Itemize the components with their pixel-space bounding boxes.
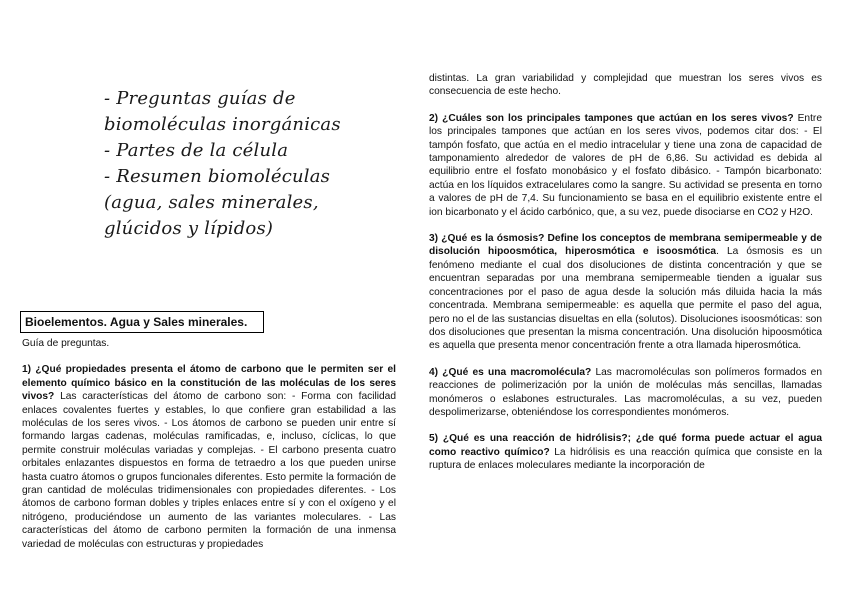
note-line: biomoléculas inorgánicas bbox=[104, 114, 341, 135]
question-4 bbox=[429, 366, 822, 420]
note-line: - Preguntas guías de bbox=[104, 88, 296, 109]
continued-text: distintas. La gran variabilidad y complejidad que muestran los seres vivos es consecuencia de este hecho. bbox=[429, 73, 822, 98]
note-line: - Partes de la célula bbox=[104, 140, 289, 161]
question-5-heading: 5) ¿Qué es una reacción de hidrólisis?; ¿de qué forma puede actuar el agua como reactivo químico? bbox=[429, 433, 822, 458]
question-2 bbox=[429, 112, 822, 219]
question-1-answer: Las características del átomo de carbono son: - Forma con facilidad enlaces covalentes fuertes y estables, lo que confiere gran estabilidad a las moléculas de los seres vivos. - Los átomos de carbono se pueden unir entre sí formando largas cadenas, moléculas ramificadas, e, incluso, cíclicas, lo que permite construir moléculas variadas y complejas. - El carbono presenta cuatro orbitales enlazantes dispuestos en forma de tetraedro a los que pueden unirse hasta cuatro átomos o grupos funcionales diferentes. Esto permite la formación de gran cantidad de moléculas tridimensionales con propiedades diferentes. - Los átomos de carbono forman dobles y triples enlaces entre sí y con el oxígeno y el nitrógeno, produciéndose un aumento de las variantes moleculares. - Las características del átomo de carbono permiten la formación de una inmensa variedad de moléculas con estructuras y propiedades bbox=[22, 391, 396, 550]
note-line: (agua, sales minerales, bbox=[104, 192, 319, 213]
subtitle: Guía de preguntas. bbox=[22, 338, 110, 349]
question-5-answer: La hidrólisis es una reacción química que consiste en la ruptura de enlaces moleculares mediante la incorporación de bbox=[429, 446, 822, 472]
question-4-heading: 4) ¿Qué es una macromolécula? bbox=[429, 366, 592, 378]
question-5 bbox=[429, 432, 822, 472]
question-1-heading: 1) ¿Qué propiedades presenta el átomo de carbono que le permiten ser el elemento químico básico en la constitución de las moléculas de los seres vivos? bbox=[22, 364, 396, 403]
question-2-heading: 2) ¿Cuáles son los principales tampones que actúan en los seres vivos? bbox=[429, 112, 794, 124]
question-3-heading: 3) ¿Qué es la ósmosis? Define los conceptos de membrana semipermeable y de disolución hipoosmótica, hiperosmótica e isoosmótica bbox=[429, 233, 822, 258]
question-4-answer: Las macromoléculas son polímeros formados en reacciones de polimerización por la unión de moléculas más sencillas, llamadas monómeros o eslabones estructurales. Las macromoléculas, a su vez, pueden despolimerizarse, obteniéndose los correspondientes monómeros. bbox=[429, 366, 822, 418]
handwritten-notes bbox=[104, 86, 404, 242]
note-line: glúcidos y lípidos) bbox=[104, 218, 274, 239]
question-3-answer: . La ósmosis es un fenómeno mediante el cual dos disoluciones de distinta concentración y que se encuentran separadas por una membrana semipermeable tienden a igualar sus concentraciones por el paso de agua desde la solución más diluida hacia la más concentrada. Membrana semipermeable: es aquella que permite el paso del agua, pero no el de las sustancias disueltas en ella (solutos). Disoluciones isoosmóticas: son dos disoluciones que presentan la misma concentración. Una disolución hipoosmótica es aquella que presenta menor concentración frente a otra llamada hiperosmótica. bbox=[429, 246, 822, 352]
question-1 bbox=[22, 363, 396, 551]
right-column bbox=[429, 72, 822, 473]
question-3 bbox=[429, 232, 822, 353]
section-title-box: Bioelementos. Agua y Sales minerales. bbox=[20, 311, 264, 333]
question-2-answer: Entre los principales tampones que actúan en los seres vivos, podemos citar dos: - El tampón fosfato, que actúa en el medio intracelular y tiene una zona de capacidad de tamponamiento alrededor de valores de pH de 6,86. Su actividad es debida al equilibrio entre el fosfato monobásico y el fosfato dibásico. - Tampón bicarbonato: actúa en los líquidos extracelulares como la sangre. Su actividad se presenta en torno a valores de pH de 7,4. Su funcionamiento se basa en el equilibrio existente entre el ion bicarbonato y el ácido carbónico, que, a su vez, puede disociarse en CO2 y H2O. bbox=[429, 112, 822, 218]
left-column bbox=[22, 337, 396, 551]
note-line: - Resumen biomoléculas bbox=[104, 166, 331, 187]
